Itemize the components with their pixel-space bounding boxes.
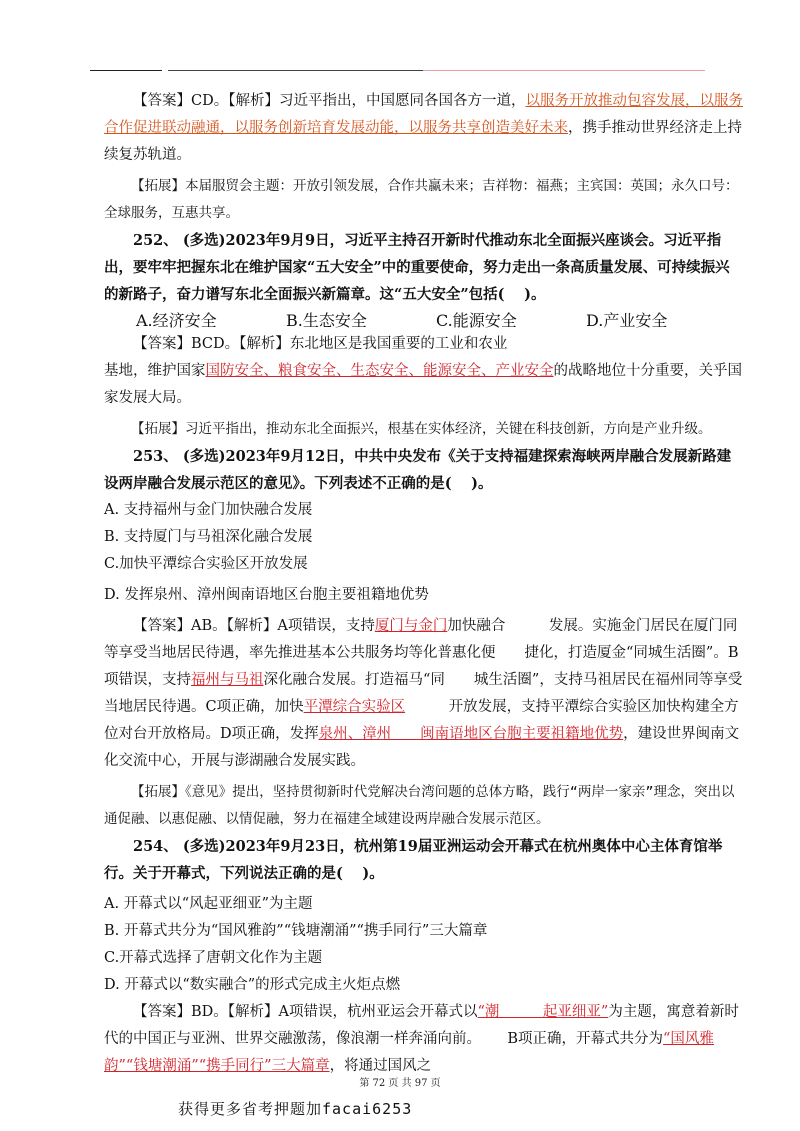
promo-text: 获得更多省考押题加facai6253 bbox=[178, 1100, 413, 1118]
q253-option-b: B. 支持厦门与马祖深化融合发展 bbox=[104, 529, 313, 545]
answer-highlight: 国防安全、粮食安全、生态安全、能源安全、产业安全 bbox=[205, 363, 554, 379]
header-rule-red bbox=[423, 70, 705, 71]
q253-extension: 【拓展】《意见》提出，坚持贯彻新时代党解决台湾问题的总体方略，践行“两岸一家亲”理念，突出以通促融、以惠促融、以情促融，努力在福建全域建设两岸融合发展示范区。 bbox=[104, 784, 735, 827]
answer-text: ，携手推动世界经济走上持续复苏轨道。 bbox=[104, 120, 742, 163]
q252-answer-line1: 【答案】BCD。【解析】东北地区是我国重要的工业和农业 bbox=[133, 336, 508, 352]
q252-extension: 【拓展】习近平指出，推动东北全面振兴，根基在实体经济，关键在科技创新，方向是产业升级。 bbox=[131, 421, 712, 437]
answer-highlight: 厦门与金门 bbox=[374, 618, 448, 634]
q252-answer-line2 bbox=[104, 358, 744, 412]
page-number: 第 72 页 共 97 页 bbox=[359, 1078, 441, 1089]
q252-options bbox=[104, 308, 744, 331]
answer-text: 加快融合 发展。实施金门居民在厦门同等享受当地居民待遇，率先推进基本公共服务均等化普惠化便 捷化，打造厦金“同城生活圈”。B项错误，支持 bbox=[104, 618, 739, 688]
answer-text: 【答案】CD。【解析】习近平指出，中国愿同各国各方一道， bbox=[133, 93, 526, 109]
q254-answer bbox=[104, 999, 744, 1080]
answer-text: 的战略地位十分重要，关乎国家发展大局。 bbox=[104, 363, 742, 406]
answer-text: 深化融合发展。打造福马“同 城生活圈”，支持马祖居民在福州同等享受当地居民待遇。C项正确，加快 bbox=[104, 672, 743, 715]
answer-highlight: “潮 起亚细亚” bbox=[477, 1004, 609, 1020]
answer-text: 开放发展，支持平潭综合实验区加快构建全方位对台开放格局。D项正确，发挥 bbox=[104, 699, 739, 742]
q253-stem: 253、 (多选)2023年9月12日，中共中央发布《关于支持福建探索海峡两岸融合发展新路建设两岸融合发展示范区的意见》。下列表述不正确的是( )。 bbox=[104, 448, 732, 492]
header-rule-dark bbox=[168, 70, 423, 71]
q251-answer bbox=[104, 88, 744, 169]
page-content bbox=[104, 88, 744, 1080]
q254-option-b: B. 开幕式共分为“国风雅韵”“钱塘潮涌”“携手同行”三大篇章 bbox=[104, 923, 488, 939]
answer-text: 基地，维护国家 bbox=[104, 363, 206, 379]
option-c: C.能源安全 bbox=[436, 311, 517, 330]
answer-text: 【答案】AB。【解析】A项错误，支持 bbox=[133, 618, 375, 634]
option-a: A.经济安全 bbox=[136, 311, 217, 330]
q253-option-d: D. 发挥泉州、漳州闽南语地区台胞主要祖籍地优势 bbox=[104, 587, 429, 603]
q252-stem: 252、 (多选)2023年9月9日，习近平主持召开新时代推动东北全面振兴座谈会。习近平指出，要牢牢把握东北在维护国家“五大安全”中的重要使命，努力走出一条高质量发展、可持续振兴的新路子，奋力谱写东北全面振兴新篇章。这“五大安全”包括( )。 bbox=[104, 232, 730, 303]
header-rule-black bbox=[90, 70, 162, 71]
answer-text: 为主题，寓意着新时代的中国正与亚洲、世界交融激荡，像浪潮一样奔涌向前。 B项正确，开幕式共分为 bbox=[104, 1004, 739, 1047]
answer-text: 【答案】BD。【解析】A项错误，杭州亚运会开幕式以 bbox=[133, 1004, 478, 1020]
answer-highlight: 以服务开放推动包容发展，以服务合作促进联动融通，以服务创新培育发展动能，以服务共享创造美好未来 bbox=[104, 93, 743, 136]
answer-text: ，建设世界闽南文化交流中心，开展与澎湖融合发展实践。 bbox=[104, 726, 740, 769]
q254-option-a: A. 开幕式以“风起亚细亚”为主题 bbox=[104, 896, 313, 912]
answer-highlight: 福州与马祖 bbox=[191, 672, 264, 688]
q254-option-c: C.开幕式选择了唐朝文化作为主题 bbox=[104, 950, 323, 966]
q254-option-d: D. 开幕式以“数实融合”的形式完成主火炬点燃 bbox=[104, 977, 401, 993]
q253-option-c: C.加快平潭综合实验区开放发展 bbox=[104, 556, 308, 572]
q254-stem: 254、 (多选)2023年9月23日，杭州第19届亚洲运动会开幕式在杭州奥体中心主体育馆举行。关于开幕式，下列说法正确的是( )。 bbox=[104, 838, 723, 882]
answer-highlight: “国风雅韵”“钱塘潮涌”“携手同行”三大篇章 bbox=[104, 1031, 714, 1074]
q251-extension: 【拓展】本届服贸会主题：开放引领发展，合作共赢未来；吉祥物：福燕；主宾国：英国；永久口号：全球服务，互惠共享。 bbox=[104, 178, 739, 221]
option-d: D.产业安全 bbox=[586, 311, 668, 330]
option-b: B.生态安全 bbox=[286, 311, 367, 330]
q253-option-a: A. 支持福州与金门加快融合发展 bbox=[104, 502, 313, 518]
answer-highlight: 平潭综合实验区 bbox=[303, 699, 406, 715]
answer-highlight: 泉州、漳州 闽南语地区台胞主要祖籍地优势 bbox=[318, 726, 624, 742]
answer-text: ，将通过国风之 bbox=[329, 1058, 432, 1074]
q253-answer bbox=[104, 613, 744, 775]
